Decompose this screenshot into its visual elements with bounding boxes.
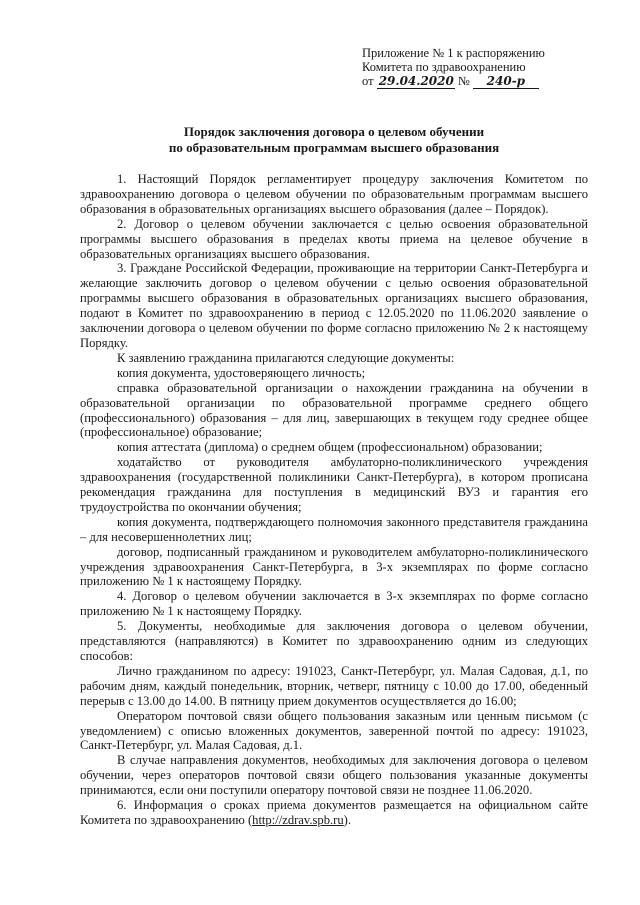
paragraph-6-text: 6. Информация о сроках приема документов размещается на официальном сайте Комитета по здравоохранению ( — [80, 798, 588, 827]
document-item-petition: ходатайство от руководителя амбулаторно-поликлинического учреждения здравоохранения (государственной поликлиники Санкт-Петербурга), в котором прописана рекомендация гражданина для поступления в медицинский ВУЗ и гарантия его трудоустройства по окончании обучения; — [80, 455, 588, 514]
from-label: от — [362, 74, 374, 88]
handwritten-date: 29.04.2020 — [378, 74, 454, 88]
appendix-date-line — [362, 74, 612, 89]
document-title — [80, 124, 588, 156]
paragraph-1: 1. Настоящий Порядок регламентирует процедуру заключения Комитетом по здравоохранению договора о целевом обучении по образовательным программам высшего образования в образовательных организациях высшего образования (далее – Порядок). — [80, 172, 588, 216]
document-item-guardian: копия документа, подтверждающего полномочия законного представителя гражданина – для несовершеннолетних лиц; — [80, 514, 588, 544]
title-line-1: Порядок заключения договора о целевом обучении — [183, 124, 485, 139]
paragraph-6 — [80, 798, 588, 828]
document-item-passport: копия документа, удостоверяющего личность; — [117, 365, 366, 380]
document-body — [80, 172, 588, 828]
appendix-line-1: Приложение № 1 к распоряжению — [362, 46, 545, 60]
appendix-line-2: Комитета по здравоохранению — [362, 60, 526, 74]
document-item-diploma: копия аттестата (диплома) о среднем общем (профессиональном) образовании; — [117, 440, 543, 455]
documents-intro: К заявлению гражданина прилагаются следующие документы: — [117, 350, 455, 365]
number-label: № — [457, 74, 470, 88]
submission-by-post: Оператором почтовой связи общего пользования заказным или ценным письмом (с уведомлением) с описью вложенных документов, заверенной почтой по адресу: 191023, Санкт-Петербург, ул. Малая Садовая, д.1. — [80, 708, 588, 753]
title-line-2: по образовательным программам высшего образования — [168, 140, 500, 155]
paragraph-6-tail: ). — [343, 812, 352, 827]
document-item-contract: договор, подписанный гражданином и руководителем амбулаторно-поликлинического учреждения здравоохранения Санкт-Петербурга, в 3-х экземплярах по форме согласно приложению № 1 к настоящему Порядку. — [80, 544, 588, 589]
appendix-header — [362, 46, 612, 89]
postal-deadline: В случае направления документов, необходимых для заключения договора о целевом обучении, через операторов почтовой связи общего пользования указанные документы принимаются, если они поступили оператору почтовой связи не позднее 11.06.2020. — [80, 753, 588, 798]
handwritten-number: 240-р — [473, 74, 539, 89]
paragraph-2: 2. Договор о целевом обучении заключается с целью освоения образовательной программы высшего образования в пределах квоты приема на целевое обучение в образовательных организациях высшего образования. — [80, 216, 588, 261]
submission-in-person: Лично гражданином по адресу: 191023, Санкт-Петербург, ул. Малая Садовая, д.1, по рабочим дням, каждый понедельник, вторник, четверг, пятницу с 10.00 до 17.00, обеденный перерыв с 13.00 до 14.00. В пятницу прием документов осуществляется до 16.00; — [80, 663, 588, 708]
paragraph-5: 5. Документы, необходимые для заключения договора о целевом обучении, представляются (направляются) в Комитет по здравоохранению одним из следующих способов: — [80, 619, 588, 663]
paragraph-4: 4. Договор о целевом обучении заключается в 3-х экземплярах по форме согласно приложению № 1 к настоящему Порядку. — [80, 589, 588, 619]
document-item-school-certificate: справка образовательной организации о нахождении гражданина на обучении в образовательной организации по образовательной программе среднего общего (профессионального) образования – для лиц, завершающих в текущем году среднее общее (профессиональное) образование; — [80, 380, 588, 440]
paragraph-3: 3. Граждане Российской Федерации, проживающие на территории Санкт-Петербурга и желающие заключить договор о целевом обучении с целью освоения образовательной программы высшего образования в образовательных организациях высшего образования, подают в Комитет по здравоохранению в период с 12.05.2020 по 11.06.2020 заявление о заключении договора о целевом обучении по форме согласно приложению № 2 к настоящему Порядку. — [80, 261, 588, 350]
committee-website-link[interactable]: http://zdrav.spb.ru — [252, 812, 344, 827]
